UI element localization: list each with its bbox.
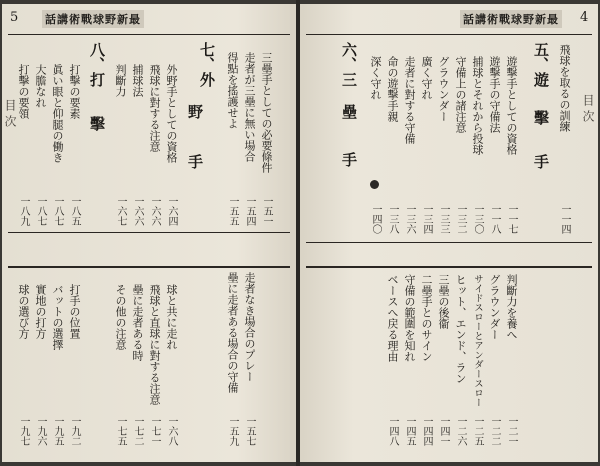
toc-entry-title: 捕球とそれから投球: [471, 56, 484, 155]
toc-entry-page: 一四一: [438, 416, 449, 446]
toc-entry-title: 球の選び方: [17, 284, 30, 339]
toc-entry-title: 深く守れ: [369, 56, 382, 100]
chapter-heading: 野: [186, 104, 204, 119]
toc-entry-title: 實地の打方: [34, 284, 47, 339]
toc-entry-title: ベースへ戻る理由: [386, 274, 399, 362]
toc-entry-page: 一二一: [506, 416, 517, 446]
chapter-heading: 八、打: [88, 42, 106, 87]
toc-entry-page: 一三〇: [472, 204, 483, 234]
toc-entry-page: 一九二: [69, 416, 80, 446]
toc-entry-title: サイドスローとアンダースロー: [472, 274, 483, 407]
toc-entry-title: 遊擊手としての資格: [505, 56, 518, 155]
toc-entry-page: 一一四: [559, 204, 570, 234]
toc-entry-title: 遊擊手の守備法: [488, 56, 501, 133]
toc-entry-title: 眞い眼と仰腿の働き: [51, 64, 64, 163]
toc-entry-page: 一五一: [261, 196, 272, 226]
toc-entry-title: 飛球と直球に對する注意: [148, 284, 161, 405]
toc-entry-title: 得點を搖護せよ: [226, 52, 239, 129]
toc-entry-title: 走者なき場合のプレー: [243, 272, 256, 382]
toc-entry-title: 判斷力を養へ: [505, 274, 518, 340]
toc-entry-page: 一九五: [52, 416, 63, 446]
toc-entry-page: 一九六: [35, 416, 46, 446]
toc-entry-title: 三壘の後衞: [437, 274, 450, 329]
chapter-heading: 壘: [340, 104, 358, 119]
toc-entry-page: 一五九: [227, 416, 238, 446]
toc-entry-title: 命の遊擊手親: [386, 56, 399, 122]
toc-entry-title: 打手の位置: [68, 284, 81, 339]
toc-entry-page: 一六四: [166, 196, 177, 226]
toc-entry-title: 外野手としての資格: [165, 64, 178, 163]
toc-entry-page: 一三二: [455, 204, 466, 234]
toc-entry-page: 一九七: [18, 416, 29, 446]
toc-entry-title: 守備上の諸注意: [454, 56, 467, 133]
toc-entry-page: 一六六: [149, 196, 160, 226]
chapter-heading: 擊: [88, 116, 106, 131]
toc-entry-title: 廣く守れ: [420, 56, 433, 100]
running-header: 話講術戰球野新最: [460, 10, 562, 28]
toc-entry-page: 一五五: [227, 196, 238, 226]
toc-entry-title: 判斷力: [114, 64, 127, 97]
chapter-heading: 手: [186, 154, 204, 169]
chapter-heading: 手: [532, 154, 550, 169]
chapter-heading: 擊: [532, 110, 550, 125]
section-rule: [306, 266, 592, 268]
toc-entry-page: 一八九: [18, 196, 29, 226]
toc-entry-page: 一二六: [455, 416, 466, 446]
toc-entry-page: 一八七: [35, 196, 46, 226]
toc-entry-title: グラウンダー: [488, 274, 501, 340]
header-rule: [8, 34, 290, 35]
toc-entry-page: 一七二: [132, 416, 143, 446]
chapter-heading: 七、外: [198, 42, 216, 87]
toc-entry-page: 一三八: [387, 204, 398, 234]
toc-entry-title: グラウンダー: [437, 56, 450, 122]
toc-entry-page: 一三三: [438, 204, 449, 234]
toc-entry-page: 一四〇: [370, 204, 381, 234]
edge-text: 目 次: [581, 94, 595, 122]
toc-entry-title: 球と共に走れ: [165, 284, 178, 350]
toc-entry-page: 一六八: [166, 416, 177, 446]
toc-entry-page: 一三四: [421, 204, 432, 234]
toc-entry-page: 一二五: [472, 416, 483, 446]
toc-entry-page: 一五四: [244, 196, 255, 226]
edge-text: 目 次: [3, 99, 17, 127]
toc-entry-title: ヒット、エンド、ラン: [454, 274, 467, 384]
toc-entry-title: 大膽なれ: [34, 64, 47, 108]
chapter-heading: 五、遊: [532, 42, 550, 87]
right-page: [300, 4, 598, 462]
toc-entry-title: 三壘手としての必要條件: [260, 52, 273, 173]
toc-entry-page: 一一七: [506, 204, 517, 234]
section-rule: [8, 266, 290, 268]
toc-entry-page: 一四八: [387, 416, 398, 446]
header-rule: [306, 34, 592, 35]
toc-entry-page: 一一八: [489, 204, 500, 234]
toc-entry-page: 一七五: [115, 416, 126, 446]
toc-entry-title: 二壘手とのサイン: [420, 274, 433, 362]
chapter-heading: 手: [340, 152, 358, 167]
left-page: [2, 4, 296, 462]
toc-entry-title: 走者に對する守備: [403, 56, 416, 144]
section-rule: [8, 232, 290, 233]
page-number: 5: [10, 10, 19, 25]
toc-entry-page: 一四四: [421, 416, 432, 446]
toc-entry-title: 捕球法: [131, 64, 144, 97]
toc-entry-page: 一八七: [52, 196, 63, 226]
section-rule: [306, 242, 592, 243]
toc-entry-title: 飛球を取るの訓練: [558, 44, 571, 132]
toc-entry-title: 壘に走者ある時: [131, 284, 144, 361]
chapter-heading: 六、三: [340, 42, 358, 87]
toc-entry-page: 一六六: [132, 196, 143, 226]
toc-entry-title: 飛球に對する注意: [148, 64, 161, 152]
toc-entry-page: 一八五: [69, 196, 80, 226]
toc-entry-title: 守備の範圍を知れ: [403, 274, 416, 362]
toc-entry-title: 打擊の要素: [68, 64, 81, 119]
toc-entry-title: 走者が三壘に無い場合: [243, 52, 256, 162]
toc-entry-page: 一四五: [404, 416, 415, 446]
page-number: 4: [580, 10, 589, 25]
toc-entry-title: 壘に走者ある場合の守備: [226, 272, 239, 393]
toc-entry-page: 一二二: [489, 416, 500, 446]
running-header: 話講術戰球野新最: [42, 10, 144, 28]
toc-entry-page: 一六七: [115, 196, 126, 226]
ink-blot: [370, 180, 379, 189]
toc-entry-title: 打擊の要領: [17, 64, 30, 119]
toc-entry-title: バットの選擇: [51, 284, 64, 350]
toc-entry-page: 一七一: [149, 416, 160, 446]
toc-entry-title: その他の注意: [114, 284, 127, 350]
toc-entry-page: 一三六: [404, 204, 415, 234]
toc-entry-page: 一五七: [244, 416, 255, 446]
